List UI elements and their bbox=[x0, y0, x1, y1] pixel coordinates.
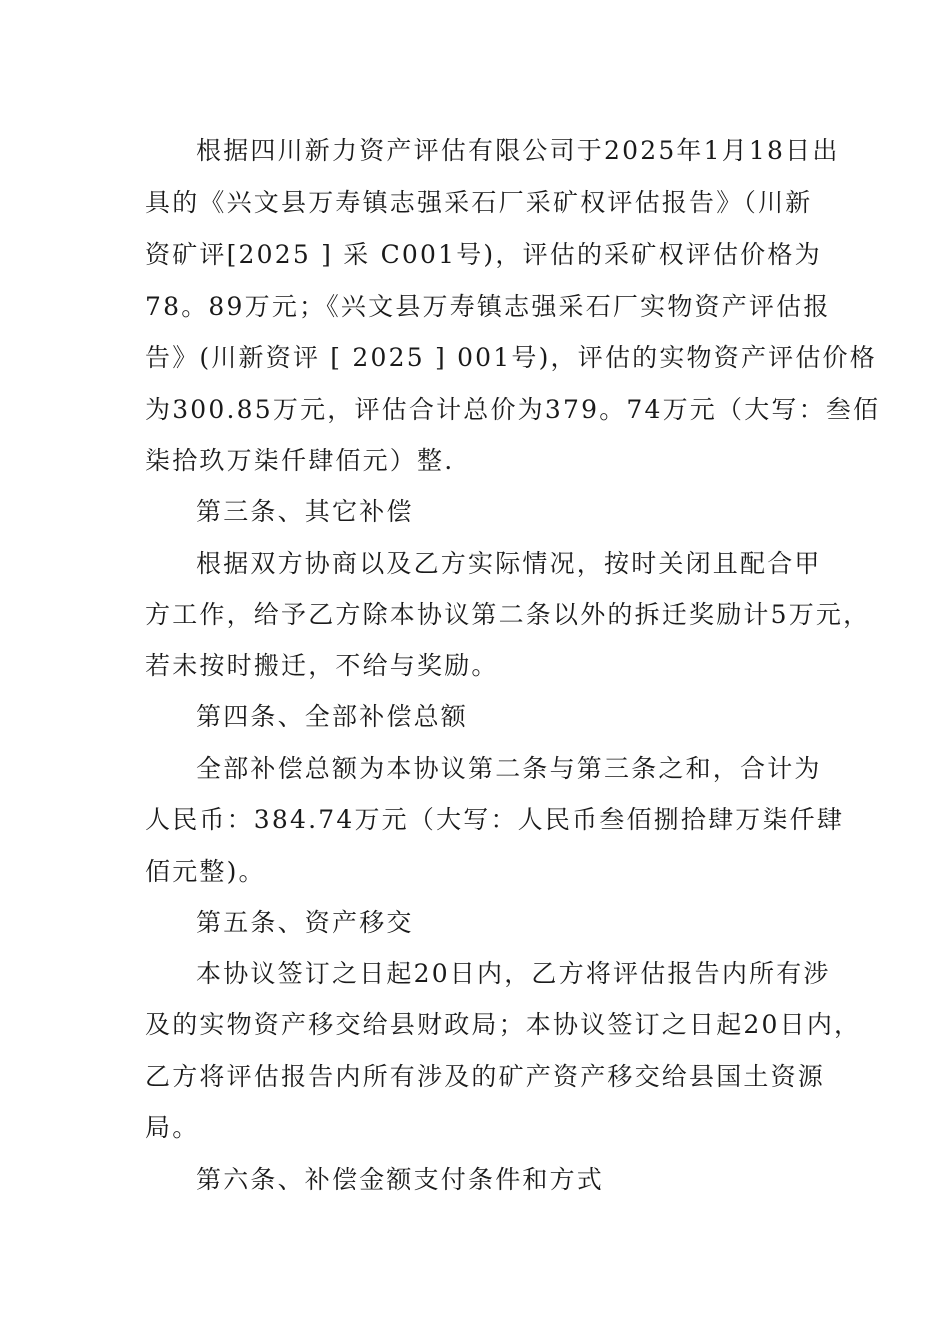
paragraph-line: 局。 bbox=[145, 1113, 200, 1142]
paragraph-line: 为300.85万元，评估合计总价为379。74万元（大写：叁佰 bbox=[145, 395, 881, 424]
paragraph-line: 及的实物资产移交给县财政局；本协议签订之日起20日内， bbox=[145, 1010, 862, 1039]
paragraph-line: 告》(川新资评 [ 2025 ] 001号)，评估的实物资产评估价格 bbox=[145, 343, 877, 372]
paragraph-line: 全部补偿总额为本协议第二条与第三条之和，合计为 bbox=[196, 754, 822, 783]
paragraph-line: 若未按时搬迁，不给与奖励。 bbox=[145, 651, 499, 680]
paragraph-line: 人民币：384.74万元（大写：人民币叁佰捌拾肆万柒仟肆 bbox=[145, 805, 845, 834]
paragraph-line: 方工作，给予乙方除本协议第二条以外的拆迁奖励计5万元， bbox=[145, 600, 871, 629]
section-heading: 第四条、全部补偿总额 bbox=[196, 702, 469, 731]
paragraph-line: 具的《兴文县万寿镇志强采石厂采矿权评估报告》（川新 bbox=[145, 188, 813, 217]
paragraph-line: 根据四川新力资产评估有限公司于2025年1月18日出 bbox=[196, 136, 840, 165]
paragraph-line: 本协议签订之日起20日内，乙方将评估报告内所有涉 bbox=[196, 959, 831, 988]
paragraph-line: 78。89万元；《兴文县万寿镇志强采石厂实物资产评估报 bbox=[145, 292, 831, 321]
paragraph-line: 佰元整)。 bbox=[145, 857, 266, 886]
section-heading: 第六条、补偿金额支付条件和方式 bbox=[196, 1165, 605, 1194]
paragraph-line: 资矿评[2025 ] 采 C001号)，评估的采矿权评估价格为 bbox=[145, 240, 822, 269]
section-heading: 第三条、其它补偿 bbox=[196, 497, 414, 526]
section-heading: 第五条、资产移交 bbox=[196, 908, 414, 937]
paragraph-line: 乙方将评估报告内所有涉及的矿产资产移交给县国土资源 bbox=[145, 1062, 826, 1091]
paragraph-line: 柒拾玖万柒仟肆佰元）整. bbox=[145, 446, 455, 475]
paragraph-line: 根据双方协商以及乙方实际情况，按时关闭且配合甲 bbox=[196, 549, 822, 578]
